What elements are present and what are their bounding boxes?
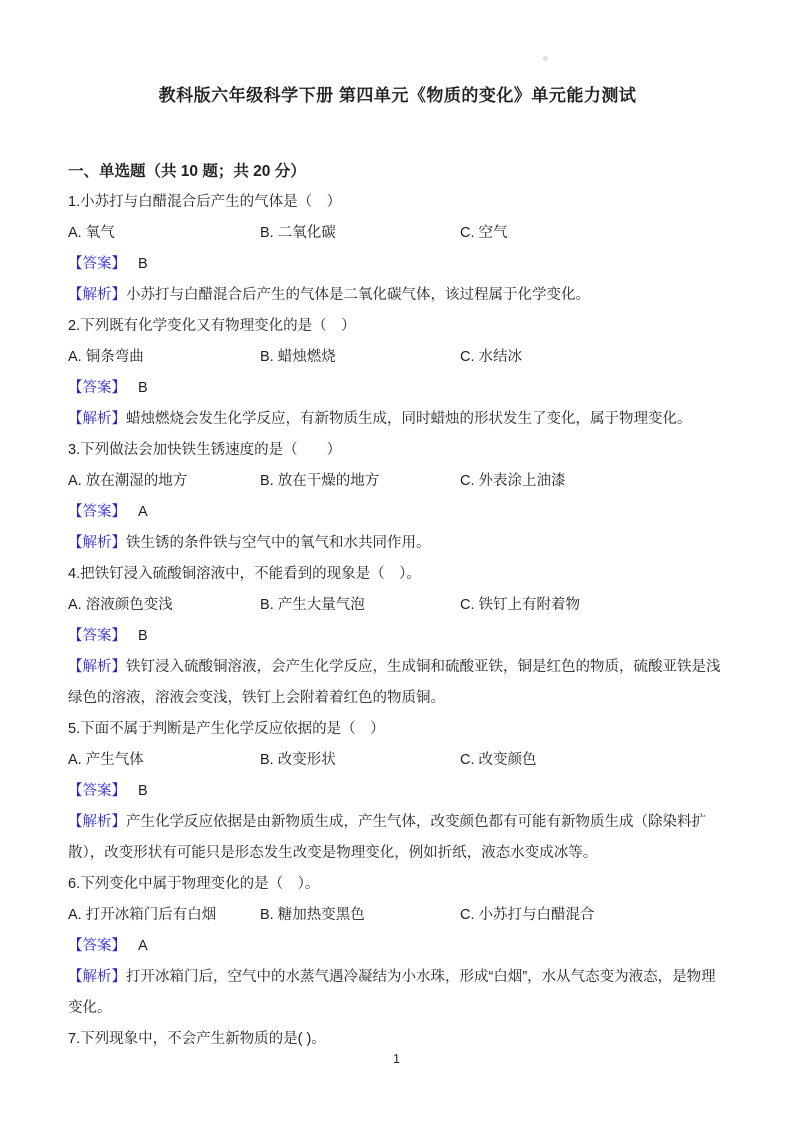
analysis-label: 【解析】 xyxy=(68,411,126,427)
option-a: A. 氧气 xyxy=(68,225,115,241)
page-number: 1 xyxy=(393,1052,400,1066)
answer-line xyxy=(68,621,727,652)
question-block-4 xyxy=(68,559,727,714)
option-b: B. 产生大量气泡 xyxy=(260,597,365,613)
analysis-label: 【解析】 xyxy=(68,287,126,303)
options-row xyxy=(68,900,727,931)
question-stem: 7.下列现象中，不会产生新物质的是( )。 xyxy=(68,1031,326,1047)
option-b: B. 放在干燥的地方 xyxy=(260,473,380,489)
option-b: B. 蜡烛燃烧 xyxy=(260,349,336,365)
option-b: B. 糖加热变黑色 xyxy=(260,907,365,923)
analysis-text: 蜡烛燃烧会发生化学反应，有新物质生成，同时蜡烛的形状发生了变化，属于物理变化。 xyxy=(126,411,692,427)
answer-value: B xyxy=(138,256,148,272)
analysis-line xyxy=(68,280,727,311)
question-stem: 5.下面不属于判断是产生化学反应依据的是（ ） xyxy=(68,721,385,737)
analysis-line xyxy=(68,962,727,1024)
analysis-label: 【解析】 xyxy=(68,969,126,985)
analysis-label: 【解析】 xyxy=(68,814,126,830)
option-a: A. 打开冰箱门后有白烟 xyxy=(68,907,217,923)
answer-label: 【答案】 xyxy=(68,256,126,272)
question-block-2 xyxy=(68,311,727,435)
answer-label: 【答案】 xyxy=(68,380,126,396)
question-stem: 4.把铁钉浸入硫酸铜溶液中，不能看到的现象是（ ）。 xyxy=(68,566,421,582)
question-stem: 6.下列变化中属于物理变化的是（ ）。 xyxy=(68,876,320,892)
option-b: B. 二氧化碳 xyxy=(260,225,336,241)
analysis-line xyxy=(68,652,727,714)
analysis-line xyxy=(68,807,727,869)
answer-value: B xyxy=(138,783,148,799)
analysis-line xyxy=(68,404,727,435)
question-stem: 1.小苏打与白醋混合后产生的气体是（ ） xyxy=(68,194,342,210)
answer-line xyxy=(68,249,727,280)
question-block-3 xyxy=(68,435,727,559)
question-block-6 xyxy=(68,869,727,1024)
option-a: A. 铜条弯曲 xyxy=(68,349,144,365)
faint-smudge-mark xyxy=(543,56,548,61)
analysis-text: 打开冰箱门后，空气中的水蒸气遇冷凝结为小水珠，形成“白烟”，水从气态变为液态，是物理变化。 xyxy=(68,969,716,1016)
answer-label: 【答案】 xyxy=(68,504,126,520)
analysis-text: 产生化学反应依据是由新物质生成，产生气体，改变颜色都有可能有新物质生成（除染料扩散），改变形状有可能只是形态发生改变是物理变化，例如折纸，液态水变成冰等。 xyxy=(68,814,706,861)
analysis-line xyxy=(68,528,727,559)
analysis-text: 小苏打与白醋混合后产生的气体是二氧化碳气体，该过程属于化学变化。 xyxy=(126,287,590,303)
options-row xyxy=(68,590,727,621)
question-stem: 3.下列做法会加快铁生锈速度的是（ ） xyxy=(68,442,342,458)
option-b: B. 改变形状 xyxy=(260,752,336,768)
question-stem: 2.下列既有化学变化又有物理变化的是（ ） xyxy=(68,318,356,334)
option-a: A. 放在潮湿的地方 xyxy=(68,473,188,489)
question-block-1 xyxy=(68,187,727,311)
option-c: C. 空气 xyxy=(460,225,508,241)
option-a: A. 产生气体 xyxy=(68,752,144,768)
option-a: A. 溶液颜色变浅 xyxy=(68,597,173,613)
analysis-text: 铁钉浸入硫酸铜溶液，会产生化学反应，生成铜和硫酸亚铁，铜是红色的物质，硫酸亚铁是浅绿色的溶液，溶液会变浅，铁钉上会附着着红色的物质铜。 xyxy=(68,659,721,706)
answer-label: 【答案】 xyxy=(68,938,126,954)
answer-line xyxy=(68,931,727,962)
answer-value: A xyxy=(138,938,148,954)
option-c: C. 外表涂上油漆 xyxy=(460,473,566,489)
options-row xyxy=(68,466,727,497)
option-c: C. 小苏打与白醋混合 xyxy=(460,907,595,923)
answer-value: B xyxy=(138,380,148,396)
option-c: C. 铁钉上有附着物 xyxy=(460,597,581,613)
answer-line xyxy=(68,497,727,528)
analysis-label: 【解析】 xyxy=(68,535,126,551)
answer-label: 【答案】 xyxy=(68,628,126,644)
answer-label: 【答案】 xyxy=(68,783,126,799)
answer-line xyxy=(68,776,727,807)
page-title: 教科版六年级科学下册 第四单元《物质的变化》单元能力测试 xyxy=(158,86,637,105)
analysis-text: 铁生锈的条件铁与空气中的氧气和水共同作用。 xyxy=(126,535,431,551)
question-block-7 xyxy=(68,1024,727,1055)
answer-line xyxy=(68,373,727,404)
option-c: C. 改变颜色 xyxy=(460,752,537,768)
analysis-label: 【解析】 xyxy=(68,659,126,675)
options-row xyxy=(68,342,727,373)
answer-value: B xyxy=(138,628,148,644)
options-row xyxy=(68,218,727,249)
section-heading: 一、单选题（共 10 题；共 20 分） xyxy=(68,163,306,180)
question-block-5 xyxy=(68,714,727,869)
options-row xyxy=(68,745,727,776)
option-c: C. 水结冰 xyxy=(460,349,523,365)
answer-value: A xyxy=(138,504,148,520)
